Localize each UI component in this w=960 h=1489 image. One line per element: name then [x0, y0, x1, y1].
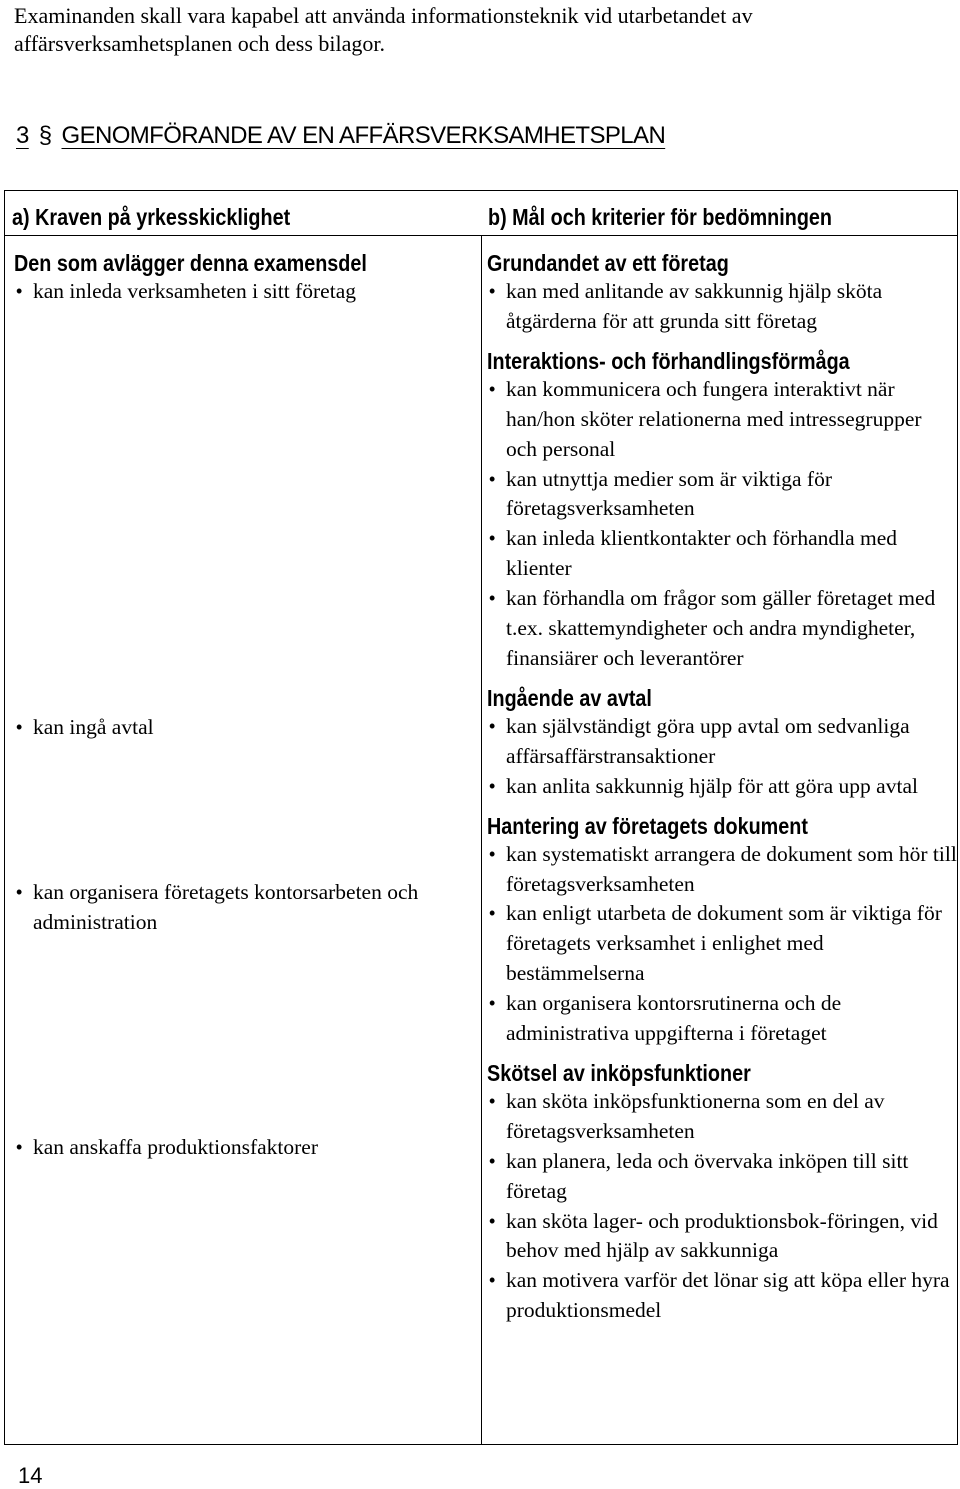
- list-item: • kan förhandla om frågor som gäller företaget med t.ex. skattemyndigheter och andra myndigheter, finansiärer och leverantörer: [487, 584, 957, 674]
- list-item: • kan kommunicera och fungera interaktivt när han/hon sköter relationerna med intressegrupper och personal: [487, 375, 957, 465]
- list-item: • kan enligt utarbeta de dokument som är viktiga för företagets verksamhet i enlighet med bestämmelserna: [487, 899, 957, 989]
- section-title: Ingående av avtal: [487, 684, 652, 711]
- list-item: • kan planera, leda och övervaka inköpen till sitt företag: [487, 1147, 957, 1207]
- section-number: 3: [16, 122, 29, 149]
- column-b-content: [487, 249, 957, 1326]
- section-title: Grundandet av ett företag: [487, 250, 729, 276]
- list-item: • kan utnyttja medier som är viktiga för företagsverksamheten: [487, 465, 957, 525]
- list-item: • kan organisera företagets kontorsarbeten och administration: [14, 878, 469, 938]
- section-list: [487, 840, 957, 1049]
- list-item: • kan organisera kontorsrutinerna och de administrativa uppgifterna i företaget: [487, 989, 957, 1049]
- section-title: Interaktions- och förhandlingsförmåga: [487, 347, 850, 374]
- list-item: • kan med anlitande av sakkunnig hjälp sköta åtgärderna för att grunda sitt företag: [487, 277, 957, 337]
- list-item: • kan sköta lager- och produktionsbok-föringen, vid behov med hjälp av sakkunniga: [487, 1207, 957, 1267]
- list-item: • kan systematiskt arrangera de dokument som hör till företagsverksamheten: [487, 840, 957, 900]
- list-item: • kan ingå avtal: [14, 713, 474, 743]
- column-a-list: [14, 277, 474, 307]
- column-a-intro: [14, 249, 474, 307]
- list-item: • kan anskaffa produktionsfaktorer: [14, 1133, 474, 1163]
- list-item: • kan anlita sakkunnig hjälp för att göra upp avtal: [487, 772, 957, 802]
- section-list: [487, 1087, 957, 1326]
- column-a-header: a) Kraven på yrkesskicklighet: [12, 204, 291, 230]
- list-item: • kan självständigt göra upp avtal om sedvanliga affärsaffärstransaktioner: [487, 712, 957, 772]
- section-list: [487, 375, 957, 674]
- column-a-avtal: [14, 713, 474, 743]
- list-item: • kan inleda verksamheten i sitt företag: [14, 277, 474, 307]
- section-title: Hantering av företagets dokument: [487, 812, 808, 839]
- section-title: Skötsel av inköpsfunktioner: [487, 1059, 751, 1086]
- section-title: GENOMFÖRANDE AV EN AFFÄRSVERKSAMHETSPLAN: [61, 122, 666, 149]
- list-item: • kan sköta inköpsfunktionerna som en del av företagsverksamheten: [487, 1087, 957, 1147]
- section-symbol: §: [38, 122, 52, 149]
- section-heading: [16, 122, 665, 150]
- page-number: 14: [18, 1463, 43, 1488]
- section-list: [487, 277, 957, 337]
- list-item: • kan inleda klientkontakter och förhandla med klienter: [487, 524, 957, 584]
- column-b-header: b) Mål och kriterier för bedömningen: [488, 204, 832, 230]
- column-divider: [481, 235, 482, 1444]
- criteria-table: [4, 190, 958, 1445]
- section-list: [487, 712, 957, 802]
- column-a-subheader: Den som avlägger denna examensdel: [14, 250, 367, 276]
- column-a-produktion: [14, 1133, 474, 1163]
- intro-paragraph: Examinanden skall vara kapabel att använda informationsteknik vid utarbetandet av affärsverksamhetsplanen och dess bilagor.: [14, 3, 753, 56]
- list-item: • kan motivera varför det lönar sig att köpa eller hyra produktionsmedel: [487, 1266, 957, 1326]
- column-a-kontor: [14, 878, 469, 938]
